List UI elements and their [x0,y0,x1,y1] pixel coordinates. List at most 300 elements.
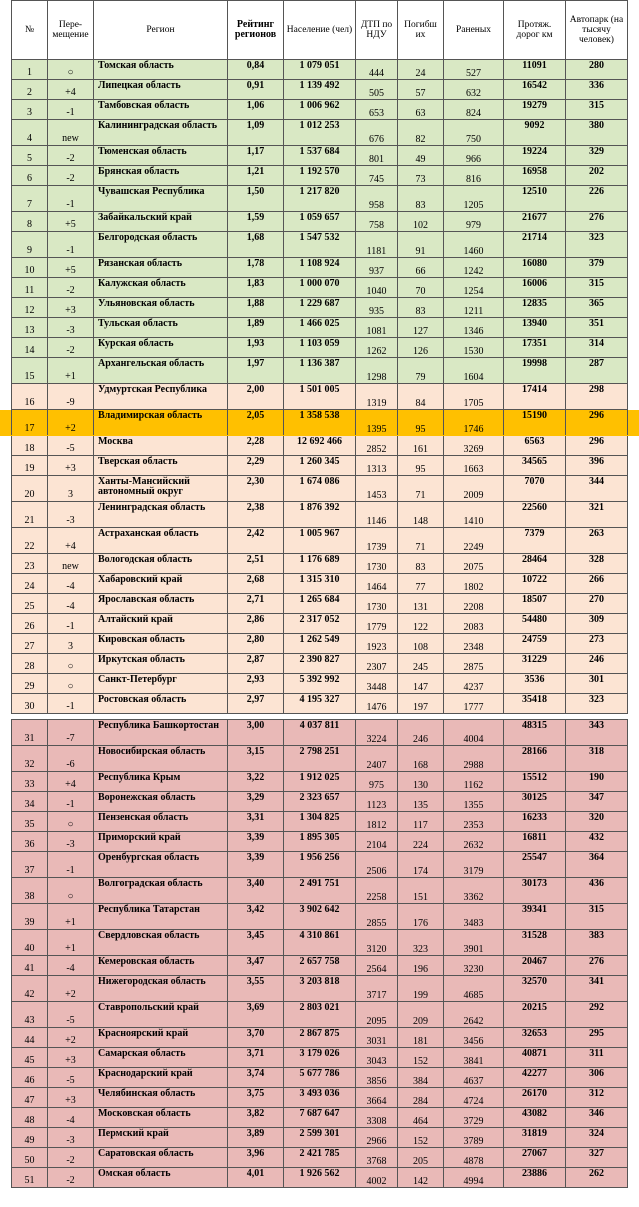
table-row [12,186,628,212]
table-row [12,318,628,338]
cell-dead: 84 [398,384,444,410]
cell-rating: 3,42 [228,904,284,930]
cell-fleet: 341 [566,976,628,1002]
cell-fleet: 383 [566,930,628,956]
header-injured: Раненых [444,1,504,60]
cell-move: -9 [48,384,94,410]
cell-accidents: 2095 [356,1002,398,1028]
table-row [12,436,628,456]
table-row [12,80,628,100]
cell-region: Нижегородская область [94,976,228,1002]
cell-dead: 152 [398,1048,444,1068]
cell-num: 14 [12,338,48,358]
cell-population: 2 323 657 [284,792,356,812]
cell-fleet: 311 [566,1048,628,1068]
cell-num: 43 [12,1002,48,1028]
cell-rating: 1,09 [228,120,284,146]
cell-fleet: 314 [566,338,628,358]
cell-move: +3 [48,298,94,318]
cell-num: 7 [12,186,48,212]
cell-fleet: 226 [566,186,628,212]
cell-dead: 197 [398,694,444,714]
cell-region: Ярославская область [94,594,228,614]
cell-accidents: 758 [356,212,398,232]
cell-dead: 161 [398,436,444,456]
cell-region: Ростовская область [94,694,228,714]
cell-fleet: 324 [566,1128,628,1148]
cell-region: Москва [94,436,228,456]
cell-fleet: 327 [566,1148,628,1168]
cell-num: 40 [12,930,48,956]
cell-dead: 152 [398,1128,444,1148]
cell-length: 31229 [504,654,566,674]
cell-dead: 224 [398,832,444,852]
cell-accidents: 1923 [356,634,398,654]
cell-num: 46 [12,1068,48,1088]
cell-dead: 196 [398,956,444,976]
cell-num: 44 [12,1028,48,1048]
table-row [12,1002,628,1028]
table-row [12,212,628,232]
cell-population: 1 260 345 [284,456,356,476]
cell-injured: 1355 [444,792,504,812]
cell-length: 27067 [504,1148,566,1168]
header-accidents: ДТП по НДУ [356,1,398,60]
cell-fleet: 190 [566,772,628,792]
cell-move: new [48,120,94,146]
cell-population: 1 265 684 [284,594,356,614]
cell-move: -1 [48,232,94,258]
cell-num: 35 [12,812,48,832]
cell-accidents: 2258 [356,878,398,904]
cell-dead: 82 [398,120,444,146]
cell-length: 7379 [504,528,566,554]
cell-dead: 151 [398,878,444,904]
cell-accidents: 1453 [356,476,398,502]
cell-dead: 135 [398,792,444,812]
cell-fleet: 364 [566,852,628,878]
cell-dead: 122 [398,614,444,634]
cell-dead: 284 [398,1088,444,1108]
cell-accidents: 3043 [356,1048,398,1068]
cell-injured: 1802 [444,574,504,594]
cell-region: Ленинградская область [94,502,228,528]
header-move: Пере-мещение [48,1,94,60]
table-row [12,100,628,120]
cell-num: 9 [12,232,48,258]
cell-accidents: 2407 [356,746,398,772]
cell-num: 38 [12,878,48,904]
table-row [12,654,628,674]
cell-injured: 3789 [444,1128,504,1148]
cell-length: 20215 [504,1002,566,1028]
cell-num: 18 [12,436,48,456]
cell-region: Красноярский край [94,1028,228,1048]
cell-length: 12835 [504,298,566,318]
cell-region: Курская область [94,338,228,358]
cell-population: 1 192 570 [284,166,356,186]
cell-length: 17351 [504,338,566,358]
cell-region: Ханты-Мансийский автономный округ [94,476,228,502]
table-row [12,120,628,146]
cell-move: +4 [48,528,94,554]
cell-population: 1 501 005 [284,384,356,410]
cell-dead: 24 [398,60,444,80]
cell-length: 3536 [504,674,566,694]
cell-move: -6 [48,746,94,772]
cell-move: ○ [48,60,94,80]
cell-length: 16006 [504,278,566,298]
cell-dead: 142 [398,1168,444,1188]
cell-rating: 3,22 [228,772,284,792]
cell-injured: 4994 [444,1168,504,1188]
cell-rating: 3,82 [228,1108,284,1128]
cell-rating: 1,93 [228,338,284,358]
cell-dead: 70 [398,278,444,298]
cell-injured: 2348 [444,634,504,654]
table-row [12,1048,628,1068]
cell-fleet: 276 [566,212,628,232]
cell-num: 1 [12,60,48,80]
table-row [12,930,628,956]
cell-length: 11091 [504,60,566,80]
cell-move: -5 [48,1002,94,1028]
table-row [12,1028,628,1048]
cell-injured: 3179 [444,852,504,878]
cell-num: 36 [12,832,48,852]
cell-region: Оренбургская область [94,852,228,878]
cell-length: 17414 [504,384,566,410]
cell-dead: 464 [398,1108,444,1128]
cell-population: 7 687 647 [284,1108,356,1128]
cell-move: -3 [48,318,94,338]
cell-rating: 2,29 [228,456,284,476]
cell-num: 26 [12,614,48,634]
cell-population: 3 902 642 [284,904,356,930]
table-row [12,772,628,792]
cell-rating: 1,50 [228,186,284,212]
cell-length: 16080 [504,258,566,278]
cell-rating: 1,68 [228,232,284,258]
cell-injured: 2988 [444,746,504,772]
cell-region: Иркутская область [94,654,228,674]
cell-injured: 1410 [444,502,504,528]
cell-fleet: 346 [566,1108,628,1128]
cell-region: Брянская область [94,166,228,186]
cell-move: new [48,554,94,574]
cell-population: 1 262 549 [284,634,356,654]
cell-move: -2 [48,146,94,166]
cell-accidents: 1298 [356,358,398,384]
cell-move: ○ [48,878,94,904]
cell-rating: 3,69 [228,1002,284,1028]
cell-accidents: 1181 [356,232,398,258]
cell-dead: 77 [398,574,444,594]
table-row [12,1148,628,1168]
cell-move: +5 [48,212,94,232]
cell-accidents: 2506 [356,852,398,878]
cell-population: 2 421 785 [284,1148,356,1168]
cell-region: Приморский край [94,832,228,852]
cell-injured: 2009 [444,476,504,502]
cell-rating: 2,28 [228,436,284,456]
cell-population: 1 304 825 [284,812,356,832]
cell-move: +1 [48,930,94,956]
cell-fleet: 298 [566,384,628,410]
cell-num: 24 [12,574,48,594]
header-population: Население (чел) [284,1,356,60]
cell-injured: 2642 [444,1002,504,1028]
cell-population: 1 217 820 [284,186,356,212]
cell-region: Пензенская область [94,812,228,832]
cell-num: 49 [12,1128,48,1148]
cell-rating: 2,80 [228,634,284,654]
cell-accidents: 801 [356,146,398,166]
table-row [12,384,628,410]
cell-rating: 3,45 [228,930,284,956]
cell-injured: 4004 [444,720,504,746]
cell-population: 1 103 059 [284,338,356,358]
cell-dead: 95 [398,456,444,476]
table-row [12,502,628,528]
cell-fleet: 246 [566,654,628,674]
cell-accidents: 2852 [356,436,398,456]
cell-region: Воронежская область [94,792,228,812]
cell-rating: 3,31 [228,812,284,832]
cell-move: -7 [48,720,94,746]
cell-accidents: 1146 [356,502,398,528]
cell-move: +2 [48,976,94,1002]
cell-num: 4 [12,120,48,146]
cell-injured: 966 [444,146,504,166]
cell-num: 47 [12,1088,48,1108]
cell-rating: 3,96 [228,1148,284,1168]
cell-region: Кемеровская область [94,956,228,976]
cell-fleet: 318 [566,746,628,772]
cell-accidents: 3664 [356,1088,398,1108]
cell-population: 1 537 684 [284,146,356,166]
cell-region: Тверская область [94,456,228,476]
cell-population: 2 867 875 [284,1028,356,1048]
cell-fleet: 347 [566,792,628,812]
cell-accidents: 505 [356,80,398,100]
header-length: Протяж. дорог км [504,1,566,60]
cell-rating: 0,84 [228,60,284,80]
cell-num: 28 [12,654,48,674]
cell-region: Хабаровский край [94,574,228,594]
cell-dead: 102 [398,212,444,232]
table-row [12,720,628,746]
cell-accidents: 3717 [356,976,398,1002]
cell-region: Чувашская Республика [94,186,228,212]
cell-rating: 3,39 [228,832,284,852]
cell-num: 37 [12,852,48,878]
cell-injured: 2353 [444,812,504,832]
cell-accidents: 745 [356,166,398,186]
cell-move: -1 [48,792,94,812]
cell-injured: 2075 [444,554,504,574]
cell-dead: 181 [398,1028,444,1048]
ranking-table-container [11,0,627,1188]
cell-fleet: 365 [566,298,628,318]
cell-fleet: 320 [566,812,628,832]
table-row [12,166,628,186]
cell-dead: 148 [398,502,444,528]
cell-region: Забайкальский край [94,212,228,232]
cell-num: 6 [12,166,48,186]
table-row [12,878,628,904]
cell-region: Саратовская область [94,1148,228,1168]
cell-length: 54480 [504,614,566,634]
cell-accidents: 975 [356,772,398,792]
cell-population: 1 006 962 [284,100,356,120]
table-row [12,338,628,358]
header-rating: Рейтинг регионов [228,1,284,60]
cell-length: 9092 [504,120,566,146]
cell-population: 1 000 070 [284,278,356,298]
cell-length: 18507 [504,594,566,614]
cell-injured: 1530 [444,338,504,358]
cell-accidents: 4002 [356,1168,398,1188]
table-row [12,1088,628,1108]
cell-injured: 4685 [444,976,504,1002]
cell-fleet: 380 [566,120,628,146]
table-row [12,792,628,812]
cell-move: +4 [48,80,94,100]
cell-num: 27 [12,634,48,654]
cell-population: 1 079 051 [284,60,356,80]
table-row [12,146,628,166]
cell-num: 2 [12,80,48,100]
cell-fleet: 323 [566,232,628,258]
cell-injured: 2083 [444,614,504,634]
cell-dead: 199 [398,976,444,1002]
cell-move: -4 [48,594,94,614]
cell-injured: 527 [444,60,504,80]
table-row [12,258,628,278]
cell-injured: 3362 [444,878,504,904]
cell-move: -2 [48,1168,94,1188]
cell-num: 25 [12,594,48,614]
cell-dead: 73 [398,166,444,186]
cell-move: -2 [48,278,94,298]
cell-population: 1 956 256 [284,852,356,878]
cell-injured: 2875 [444,654,504,674]
cell-move: ○ [48,674,94,694]
cell-num: 30 [12,694,48,714]
cell-num: 41 [12,956,48,976]
cell-region: Московская область [94,1108,228,1128]
cell-accidents: 653 [356,100,398,120]
cell-rating: 2,42 [228,528,284,554]
cell-population: 4 037 811 [284,720,356,746]
cell-fleet: 321 [566,502,628,528]
cell-injured: 1663 [444,456,504,476]
cell-length: 19998 [504,358,566,384]
cell-dead: 323 [398,930,444,956]
cell-population: 3 493 036 [284,1088,356,1108]
cell-move: +1 [48,904,94,930]
cell-fleet: 280 [566,60,628,80]
table-row [12,1128,628,1148]
cell-rating: 1,89 [228,318,284,338]
cell-injured: 3456 [444,1028,504,1048]
cell-num: 12 [12,298,48,318]
cell-accidents: 1123 [356,792,398,812]
cell-dead: 57 [398,80,444,100]
header-region: Регион [94,1,228,60]
table-row [12,614,628,634]
cell-num: 42 [12,976,48,1002]
cell-region: Калужская область [94,278,228,298]
cell-injured: 1777 [444,694,504,714]
cell-move: -3 [48,502,94,528]
cell-length: 15512 [504,772,566,792]
cell-injured: 1205 [444,186,504,212]
cell-rating: 2,97 [228,694,284,714]
cell-length: 16811 [504,832,566,852]
cell-accidents: 935 [356,298,398,318]
cell-num: 23 [12,554,48,574]
table-row [12,694,628,714]
cell-num: 16 [12,384,48,410]
table-row [12,746,628,772]
cell-population: 1 358 538 [284,410,356,436]
cell-dead: 127 [398,318,444,338]
table-row [12,594,628,614]
cell-population: 4 310 861 [284,930,356,956]
cell-region: Свердловская область [94,930,228,956]
cell-injured: 632 [444,80,504,100]
cell-region: Санкт-Петербург [94,674,228,694]
cell-accidents: 2104 [356,832,398,852]
cell-length: 39341 [504,904,566,930]
table-row [12,852,628,878]
cell-dead: 49 [398,146,444,166]
cell-num: 5 [12,146,48,166]
cell-rating: 1,21 [228,166,284,186]
cell-rating: 2,38 [228,502,284,528]
cell-move: +3 [48,456,94,476]
cell-rating: 3,70 [228,1028,284,1048]
cell-population: 2 599 301 [284,1128,356,1148]
cell-dead: 71 [398,528,444,554]
cell-injured: 1746 [444,410,504,436]
cell-accidents: 1313 [356,456,398,476]
cell-injured: 4724 [444,1088,504,1108]
cell-accidents: 1319 [356,384,398,410]
table-row [12,60,628,80]
cell-injured: 3841 [444,1048,504,1068]
cell-dead: 147 [398,674,444,694]
cell-length: 21677 [504,212,566,232]
cell-rating: 2,00 [228,384,284,410]
cell-num: 51 [12,1168,48,1188]
cell-accidents: 958 [356,186,398,212]
cell-population: 1 139 492 [284,80,356,100]
cell-rating: 1,78 [228,258,284,278]
cell-rating: 2,51 [228,554,284,574]
cell-dead: 95 [398,410,444,436]
cell-num: 22 [12,528,48,554]
cell-move: -1 [48,852,94,878]
cell-rating: 2,05 [228,410,284,436]
cell-move: -3 [48,1128,94,1148]
cell-dead: 63 [398,100,444,120]
cell-num: 34 [12,792,48,812]
cell-length: 32653 [504,1028,566,1048]
cell-injured: 2249 [444,528,504,554]
